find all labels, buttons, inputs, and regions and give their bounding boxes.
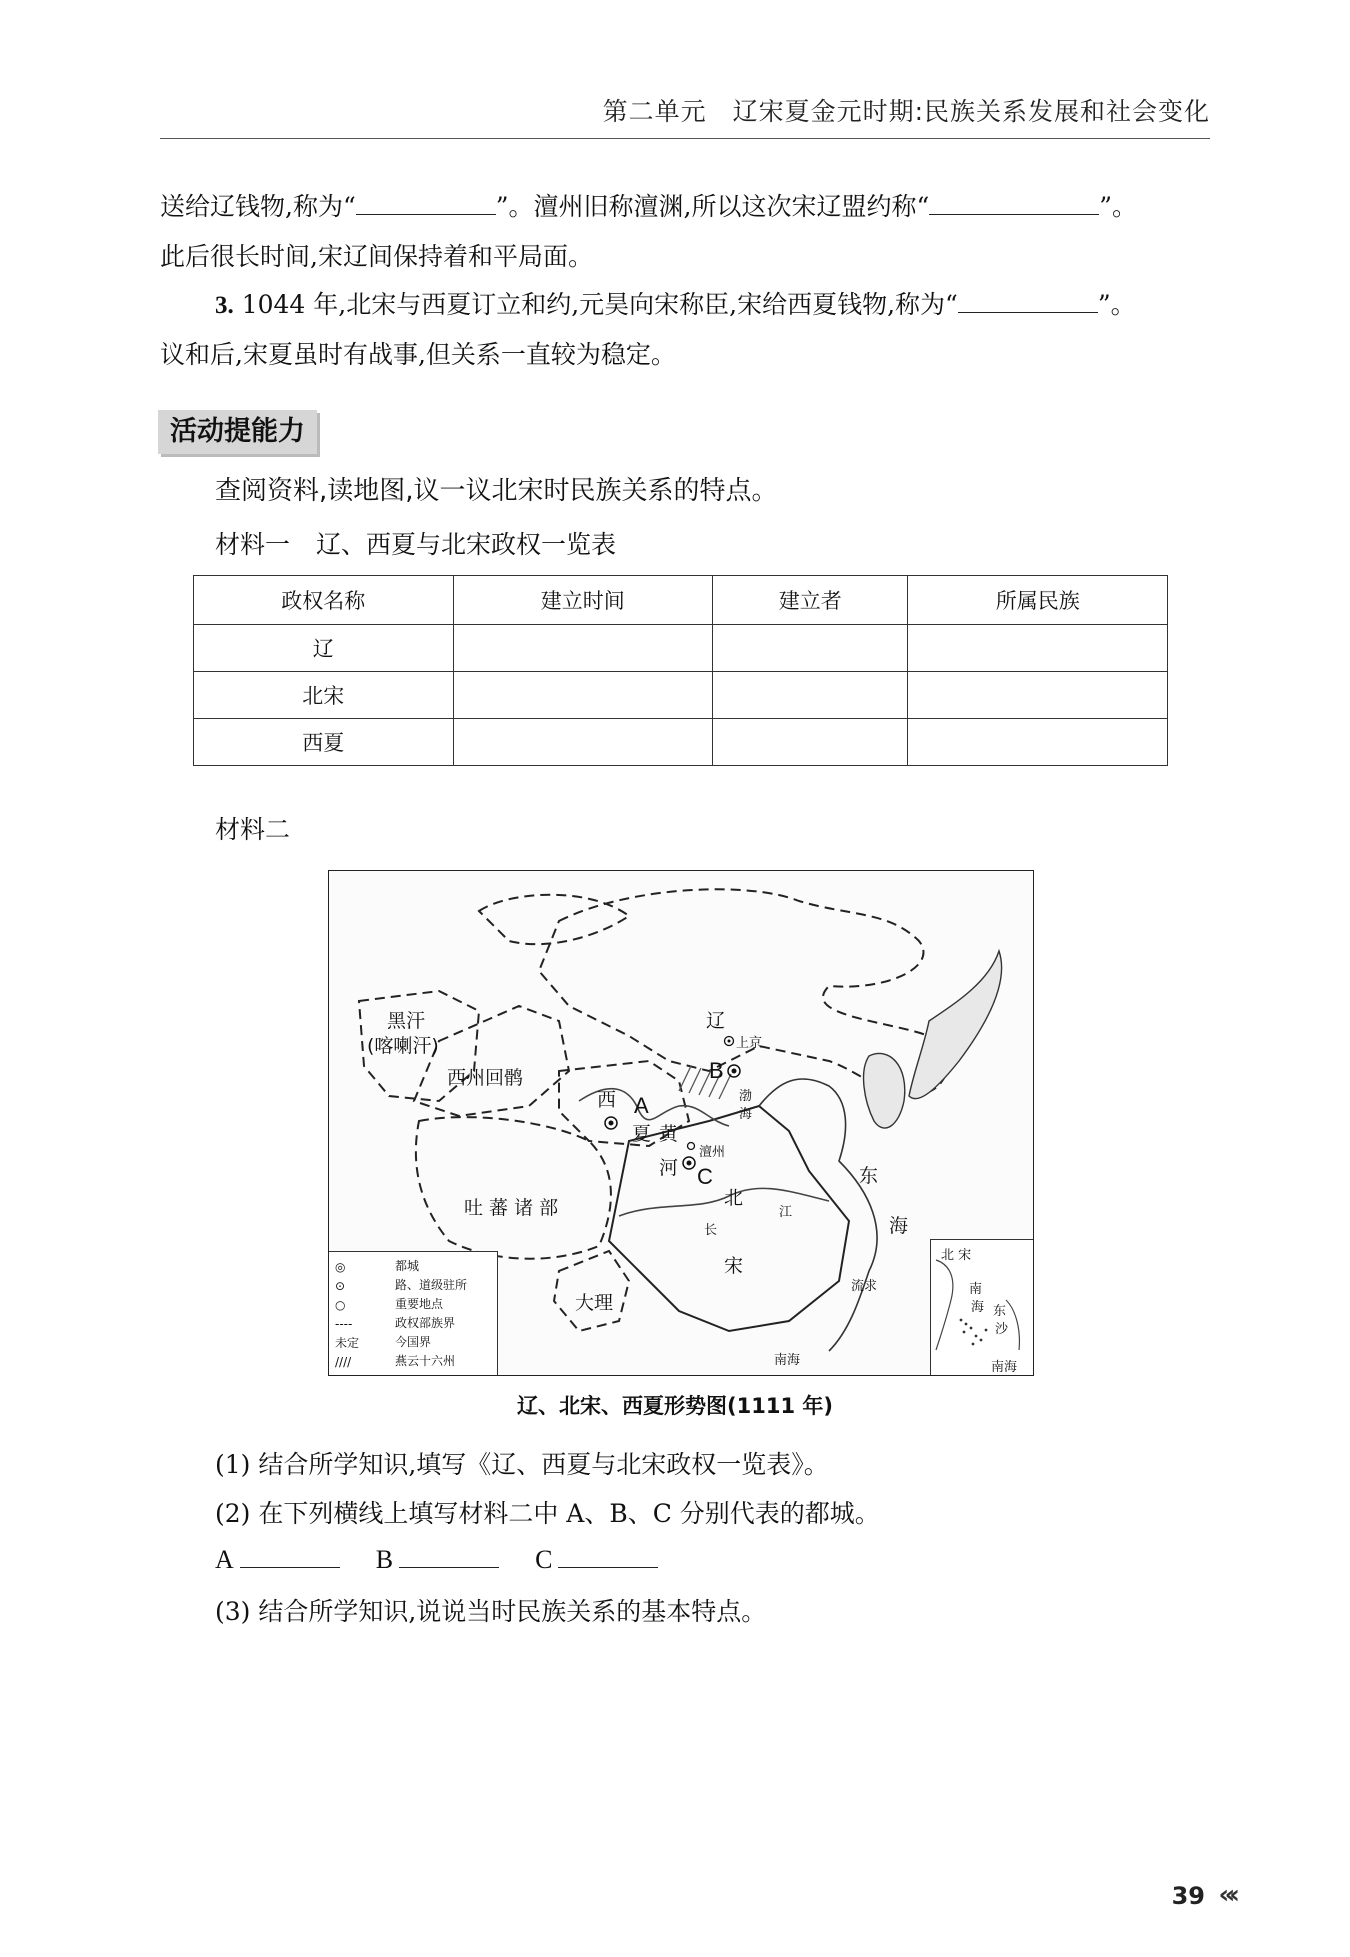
material-label: 材料一	[215, 530, 291, 559]
material1-heading	[215, 525, 616, 561]
page-chevron-icon: «‹	[1218, 1880, 1234, 1910]
intro-text: 送给辽钱物,称为“	[160, 192, 356, 221]
legend-item	[335, 1353, 455, 1369]
intro-paragraph-line1	[160, 182, 1220, 232]
map-label-xi: 西	[597, 1089, 617, 1111]
table-row	[194, 719, 1168, 766]
legend-text: 今国界	[395, 1335, 432, 1349]
activity-task: 查阅资料,读地图,议一议北宋时民族关系的特点。	[215, 476, 778, 506]
map-label-bei: 北	[724, 1187, 744, 1209]
question-number: 3.	[215, 292, 234, 319]
map-label-liuqiu: 流求	[851, 1279, 878, 1294]
sub-question-2: (2) 在下列横线上填写材料二中 A、B、C 分别代表的都城。	[215, 1499, 880, 1528]
answer-cell[interactable]	[453, 672, 713, 719]
map-caption: 辽、北宋、西夏形势图(1111 年)	[517, 1394, 833, 1418]
answer-cell[interactable]	[453, 719, 713, 766]
table-header: 所属民族	[908, 576, 1168, 625]
legend-text: 重要地点	[395, 1297, 444, 1311]
answer-cell[interactable]	[713, 672, 908, 719]
answer-cell[interactable]	[453, 625, 713, 672]
historical-map	[328, 870, 1034, 1376]
legend-symbol: ////	[335, 1354, 352, 1369]
table-row	[194, 625, 1168, 672]
header-rule	[160, 138, 1210, 139]
intro-text: ”。澶州旧称澶渊,所以这次宋辽盟约称“	[495, 192, 930, 221]
legend-item	[335, 1315, 455, 1331]
question-3-line2: 议和后,宋夏虽时有战事,但关系一直较为稳定。	[160, 340, 676, 369]
map-label-huang: 黄	[659, 1123, 679, 1145]
sub-question-1: (1) 结合所学知识,填写《辽、西夏与北宋政权一览表》。	[215, 1450, 829, 1479]
table-header: 政权名称	[194, 576, 454, 625]
answer-label-b: B	[375, 1545, 394, 1574]
map-label-dali: 大理	[575, 1292, 614, 1314]
answer-cell[interactable]	[908, 672, 1168, 719]
south-china-sea-inset	[930, 1239, 1033, 1375]
answer-blank[interactable]	[356, 186, 496, 215]
answer-blank[interactable]	[929, 186, 1099, 215]
sub-question-3: (3) 结合所学知识,说说当时民族关系的基本特点。	[215, 1597, 767, 1626]
answer-cell[interactable]	[713, 719, 908, 766]
regimes-table	[193, 575, 1168, 766]
unit-header: 第二单元 辽宋夏金元时期:民族关系发展和社会变化	[602, 97, 1210, 126]
question-3	[215, 280, 1275, 331]
legend-text: 都城	[395, 1259, 420, 1273]
intro-text: ”。	[1099, 192, 1138, 221]
map-marker-a: A	[634, 1093, 649, 1118]
table-row	[194, 672, 1168, 719]
answer-blank-a[interactable]	[240, 1543, 340, 1568]
legend-symbol: ⊙	[335, 1278, 346, 1293]
answer-blank[interactable]	[958, 284, 1098, 313]
regime-name: 辽	[194, 625, 454, 672]
map-label-kalahan: (喀喇汗)	[367, 1035, 439, 1057]
map-label-chanzhou: 澶州	[699, 1145, 726, 1160]
legend-text: 政权部族界	[395, 1316, 456, 1330]
answer-cell[interactable]	[908, 719, 1168, 766]
map-label-nanhai: 南海	[774, 1353, 801, 1368]
legend-item	[335, 1277, 467, 1293]
activity-section-tag: 活动提能力	[158, 410, 317, 454]
legend-symbol: 未定	[335, 1335, 360, 1350]
map-label-song: 宋	[724, 1255, 744, 1277]
legend-text: 燕云十六州	[395, 1354, 456, 1368]
page-number: 39	[1171, 1882, 1205, 1910]
intro-paragraph-line2: 此后很长时间,宋辽间保持着和平局面。	[160, 242, 593, 271]
table-header: 建立者	[713, 576, 908, 625]
legend-symbol: ○	[335, 1297, 346, 1312]
legend-symbol: ----	[335, 1316, 353, 1331]
answer-blank-c[interactable]	[558, 1543, 658, 1568]
map-label-xizhou-huihu: 西州回鹘	[447, 1067, 524, 1089]
map-label-dong: 东	[859, 1165, 879, 1187]
table-header-row	[194, 576, 1168, 625]
map-label-bo: 渤	[739, 1089, 753, 1104]
legend-symbol: ◎	[335, 1259, 346, 1274]
legend-text: 路、道级驻所	[395, 1278, 468, 1292]
map-label-tubo: 吐 蕃 诸 部	[464, 1197, 559, 1219]
map-label-donghai: 海	[889, 1215, 909, 1237]
question-text: ”。	[1097, 290, 1136, 319]
map-label-bohai: 海	[739, 1107, 753, 1122]
inset-label-nan: 南	[969, 1282, 983, 1297]
question-text: 1044 年,北宋与西夏订立和约,元昊向宋称臣,宋给西夏钱物,称为“	[233, 290, 958, 319]
material-title: 辽、西夏与北宋政权一览表	[316, 530, 617, 559]
abc-answer-line	[215, 1543, 694, 1575]
inset-label-sha: 沙	[995, 1322, 1009, 1337]
answer-blank-b[interactable]	[399, 1543, 499, 1568]
inset-label-hai: 海	[971, 1300, 985, 1315]
map-label-changjiang-chang: 长	[704, 1223, 718, 1238]
material2-heading: 材料二	[215, 815, 291, 844]
map-label-changjiang-jiang: 江	[779, 1205, 793, 1220]
answer-cell[interactable]	[713, 625, 908, 672]
map-label-he: 河	[659, 1157, 679, 1179]
answer-label-a: A	[215, 1545, 234, 1574]
regime-name: 北宋	[194, 672, 454, 719]
map-label-xia: 夏	[632, 1123, 652, 1145]
map-marker-c: C	[697, 1164, 713, 1189]
legend-item	[335, 1296, 443, 1312]
inset-label-beisong: 北 宋	[941, 1248, 972, 1263]
inset-label-dong: 东	[993, 1304, 1007, 1319]
inset-label-nanhai: 南海	[991, 1360, 1018, 1375]
map-legend	[329, 1251, 498, 1375]
regime-name: 西夏	[194, 719, 454, 766]
legend-item	[335, 1258, 419, 1274]
map-label-liao: 辽	[706, 1010, 726, 1032]
map-label-shangjing: 上京	[736, 1036, 763, 1051]
table-header: 建立时间	[453, 576, 713, 625]
legend-item	[335, 1334, 431, 1350]
map-marker-b: B	[709, 1058, 724, 1083]
answer-cell[interactable]	[908, 625, 1168, 672]
answer-label-c: C	[535, 1545, 553, 1574]
map-label-heihan: 黑汗	[387, 1010, 426, 1032]
